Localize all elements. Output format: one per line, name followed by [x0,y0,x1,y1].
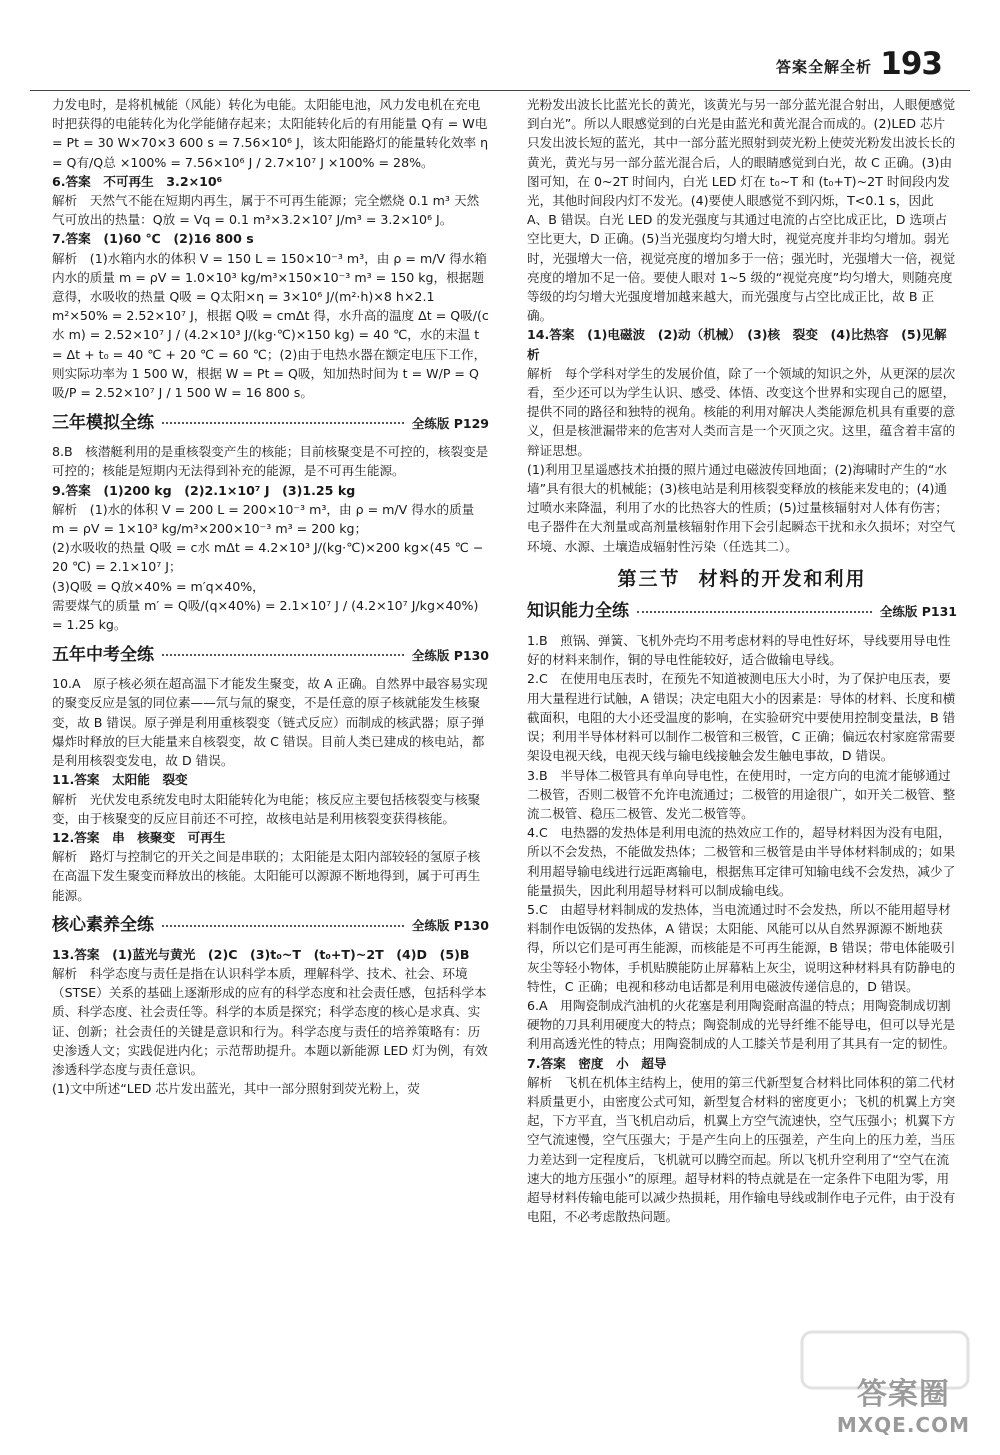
answer-paragraph: 力发电时，是将机械能（风能）转化为电能。太阳能电池，风力发电机在充电时把获得的电能转化为化学能储存起来；太阳能转化后的有用能量 Q有 = W电 = Pt = 30 W×70×3 600 s = 7.56×10⁶ J，该太阳能路灯的能量转化效率 η = Q有/Q总 ×100% = 7.56×10⁶ J / 2.7×10⁷ J ×100% = 28%。 [52,97,489,170]
section-ref: 全练版 P131 [879,604,957,620]
page-number: 193 [880,46,942,82]
answer-item-12: 12.答案 串 核聚变 可再生 [52,829,226,845]
answer-item-13: 13.答案 (1)蓝光与黄光 (2)C (3)t₀~T (t₀+T)~2T (4)D (5)B [52,946,470,962]
header-rule [30,90,970,91]
answer-item-5: 5.C 由超导材料制成的发热体，当电流通过时不会发热，所以不能用超导材料制作电饭锅的发热体，A 错误；太阳能、风能可以从自然界源源不断地获得，所以它们是可再生能源，而核能是不可再生能源，B 错误；带电体能吸引灰尘等轻小物体，手机贴膜能防止屏幕粘上灰尘，说明这种材料具有防静电的特性，C 正确；电视和移动电话都是利用电磁波传递信息的，D 错误。 [527,901,956,994]
section-three-year [52,410,489,436]
explanation-12: 解析 路灯与控制它的开关之间是串联的；太阳能是太阳内部较轻的氢原子核在高温下发生聚变而释放出的核能。太阳能可以源源不断地得到，属于可再生能源。 [52,849,481,903]
dotted-leader [162,422,404,424]
section-core-literacy [52,913,489,939]
explanation-6: 解析 天然气不能在短期内再生，属于不可再生能源；完全燃烧 0.1 m³ 天然气可放出的热量：Q放 = Vq = 0.1 m³×3.2×10⁷ J/m³ = 3.2×10⁶ J。 [52,193,480,228]
watermark-line-1: 答案圈 [856,1377,950,1412]
right-column [527,95,957,1440]
dotted-leader [637,611,872,613]
answer-item-2: 2.C 在使用电压表时，在预先不知道被测电压大小时，为了保护电压表，要用大量程进行试触，A 错误；决定电阻大小的因素是：导体的材料、长度和横截面积，电阻的大小还受温度的影响，在实验研究中要使用控制变量法，B 错误；利用半导体材料可以制作二极管和三极管，C 正确；偏远农村家庭常需要架设电视天线，电视天线与输电线接触会发生触电事故，D 错误。 [527,671,956,764]
dotted-leader [162,925,404,927]
explanation-7b: 解析 飞机在机体主结构上，使用的第三代新型复合材料比同体积的第二代材料质量更小，由密度公式可知，新型复合材料的密度更小；飞机的机翼上方突起，下方平直，当飞机启动后，机翼上方空气流速快，空气压强小；机翼下方空气流速慢，空气压强大；于是产生向上的压强差，产生向上的压力差，当压力差达到一定程度后，飞机就可以腾空而起。所以飞机升空利用了“空气在流速大的地方压强小”的原理。超导材料的特点就是在一定条件下电阻为零，用超导材料传输电能可以减少热损耗，用作输电导线或制作电子元件，由于没有电阻，不必考虑散热问题。 [527,1074,956,1225]
section-ref: 全练版 P129 [411,415,489,431]
chapter-number: 第三节 [617,567,681,590]
explanation-13-2: (1)文中所述“LED 芯片发出蓝光，其中一部分照射到荧光粉上，荧 [52,1081,420,1097]
chapter-heading [527,567,957,590]
answer-item-8: 8.B 核潜艇利用的是重核裂变产生的核能；目前核聚变是不可控的，核裂变是可控的；核能是短期内无法得到补充的能源，是不可再生能源。 [52,444,489,479]
explanation-14: 解析 每个学科对学生的发展价值，除了一个领域的知识之外，从更深的层次看，至少还可以为学生认识、感受、体悟、改变这个世界和实现自己的愿望，提供不同的路径和独特的视角。核能的利用对解决人类能源危机具有重要的意义，但是核泄漏带来的危害对人类而言是一个灭顶之灾。这里，蕴含着丰富的辩证思想。 [527,365,956,458]
explanation-7: 解析 (1)水箱内水的体积 V = 150 L = 150×10⁻³ m³，由 ρ = m/V 得水箱内水的质量 m = ρV = 1.0×10³ kg/m³×150×10⁻³ m³ = 150 kg，根据题意得，水吸收的热量 Q吸 = Q太阳×η = 3×10⁶ J/(m²·h)×8 h×2.1 m²×50% = 2.52×10⁷ J，根据 Q吸 = cmΔt 得，水升高的温度 Δt = Q吸/(c水 m) = 2.52×10⁷ J / (4.2×10³ J/(kg·℃)×150 kg) = 40 ℃，水的末温 t = Δt + t₀ = 40 ℃ + 20 ℃ = 60 ℃；(2)由于电热水器在额定电压下工作，则实际功率为 1 500 W，根据 W = Pt = Q吸，知加热时间为 t = W/P = Q吸/P = 2.52×10⁷ J / 1 500 W = 16 800 s。 [52,250,489,401]
explanation-9-1: 解析 (1)水的体积 V = 200 L = 200×10⁻³ m³，由 ρ = m/V 得水的质量 m = ρV = 1×10³ kg/m³×200×10⁻³ m³ = 200 kg； [52,501,475,537]
answer-item-1: 1.B 煎锅、弹簧、飞机外壳均不用考虑材料的导电性好坏，导线要用导电性好的材料来制作，铜的导电性能较好，适合做输电导线。 [527,633,951,668]
section-title: 三年模拟全练 [52,412,154,433]
section-five-year [52,642,489,668]
section-knowledge [527,599,957,625]
left-column [52,95,489,1440]
section-title: 五年中考全练 [52,644,154,665]
answer-item-7: 7.答案 (1)60 ℃ (2)16 800 s [52,231,254,247]
page-header [0,0,1000,98]
explanation-14-2: (1)利用卫星遥感技术拍摄的照片通过电磁波传回地面；(2)海啸时产生的“水墙”具有很大的机械能；(3)核电站是利用核裂变释放的核能来发电的；(4)通过喷水来降温，利用了水的比热容大的性质；(5)过量核辐射对人体有伤害；电子器件在大剂量或高剂量核辐射作用下会引起瞬态干扰和永久损坏；对空气环境、水源、土壤造成辐射性污染（任选其二）。 [527,461,956,554]
answer-item-6: 6.答案 不可再生 3.2×10⁶ [52,173,223,189]
watermark-line-2: MXQE.COM [836,1413,970,1437]
dotted-leader [162,654,404,656]
explanation-11: 解析 光伏发电系统发电时太阳能转化为电能；核反应主要包括核裂变与核聚变，由于核聚变的反应目前还不可控，故核电站是利用核裂变获得核能。 [52,791,481,826]
section-title: 核心素养全练 [52,915,154,936]
section-ref: 全练版 P130 [411,647,489,663]
section-ref: 全练版 P130 [411,918,489,934]
chapter-title: 材料的开发和利用 [698,567,867,590]
explanation-9-3: (3)Q吸 = Q放×40% = m′q×40%， [52,578,265,594]
header-label: 答案全解全析 [775,58,872,76]
explanation-9-4: 需要煤气的质量 m′ = Q吸/(q×40%) = 2.1×10⁷ J / (4.2×10⁷ J/kg×40%) = 1.25 kg。 [52,597,479,633]
explanation-9-2: (2)水吸收的热量 Q吸 = c水 mΔt = 4.2×10³ J/(kg·℃)×200 kg×(45 ℃ − 20 ℃) = 2.1×10⁷ J； [52,540,484,575]
section-title: 知识能力全练 [527,601,629,622]
explanation-13: 解析 科学态度与责任是指在认识科学本质，理解科学、技术、社会、环境（STSE）关系的基础上逐渐形成的应有的科学态度和社会责任感，包括科学本质、科学态度、社会责任等。科学的本质是探究；科学态度的核心是求真、实证、创新；社会责任的关键是意识和行为。科学态度与责任的培养策略有：历史渗透人文；实践促进内化；示范帮助提升。本题以新能源 LED 灯为例，有效渗透科学态度与责任意识。 [52,965,488,1077]
answer-item-6b: 6.A 用陶瓷制成汽油机的火花塞是利用陶瓷耐高温的特点；用陶瓷制成切割硬物的刀具利用硬度大的特点；陶瓷制成的光导纤维不能导电，但可以导光是利用高透光性的特点；用陶瓷制成的人工膝关节是利用了其具有一定的韧性。 [527,997,956,1052]
answer-item-7b: 7.答案 密度 小 超导 [527,1055,667,1071]
answer-item-11: 11.答案 太阳能 裂变 [52,772,188,788]
explanation-13-continued: 光粉发出波长比蓝光长的黄光，该黄光与另一部分蓝光混合射出，人眼便感觉到白光”。所以人眼感觉到的白光是由蓝光和黄光混合而成的。(2)LED 芯片只发出波长短的蓝光，其中一部分蓝光照射到荧光粉上使荧光粉发出波长长的黄光，黄光与另一部分蓝光混合后，人的眼睛感觉到白光，故 C 正确。(3)由图可知，在 0~2T 时间内，白光 LED 灯在 t₀~T 和 (t₀+T)~2T 时间段内发光，其他时间段内灯不发光。(4)要使人眼感觉不到闪烁，T<0.1 s，因此 A、B 错误。白光 LED 的发光强度与其通过电流的占空比成正比，D 选项占空比更大，D 正确。(5)当光强度均匀增大时，视觉亮度并非均匀增加。弱光时，光强增大一倍，视觉亮度的增加多于一倍；强光时，光强增大一倍，视觉亮度的增加不足一倍。要使人眼对 1~5 级的“视觉亮度”均匀增大，则随亮度等级的均匀增大光强度增加越来越大，而光强度与占空比成正比，故 B 正确。 [527,97,956,324]
answer-item-4: 4.C 电热器的发热体是利用电流的热效应工作的，超导材料因为没有电阻，所以不会发热，不能做发热体；二极管和三极管是由半导体材料制成的；如果利用超导输电线进行远距离输电，根据焦耳定律可知输电线不会发热，减少了能量损失，因此利用超导材料可以制成输电线。 [527,825,956,898]
answer-item-10: 10.A 原子核必须在超高温下才能发生聚变，故 A 正确。自然界中最容易实现的聚变反应是氢的同位素——氘与氚的聚变，不是任意的原子核就能发生核聚变，故 B 错误。原子弹是利用重核裂变（链式反应）而制成的核武器；原子弹爆炸时释放的巨大能量来自核裂变，故 C 错误。目前人类已建成的核电站，都是利用核裂变发电，故 D 错误。 [52,676,488,769]
watermark-text [837,1369,970,1437]
answer-item-9: 9.答案 (1)200 kg (2)2.1×10⁷ J (3)1.25 kg [52,482,356,498]
answer-item-3: 3.B 半导体二极管具有单向导电性，在使用时，一定方向的电流才能够通过二极管，否则二极管不允许电流通过；二极管的用途很广，如开关二极管、整流二极管、稳压二极管、发光二极管等。 [527,767,956,821]
answer-item-14: 14.答案 (1)电磁波 (2)动（机械） (3)核 裂变 (4)比热容 (5)见解析 [527,327,947,362]
